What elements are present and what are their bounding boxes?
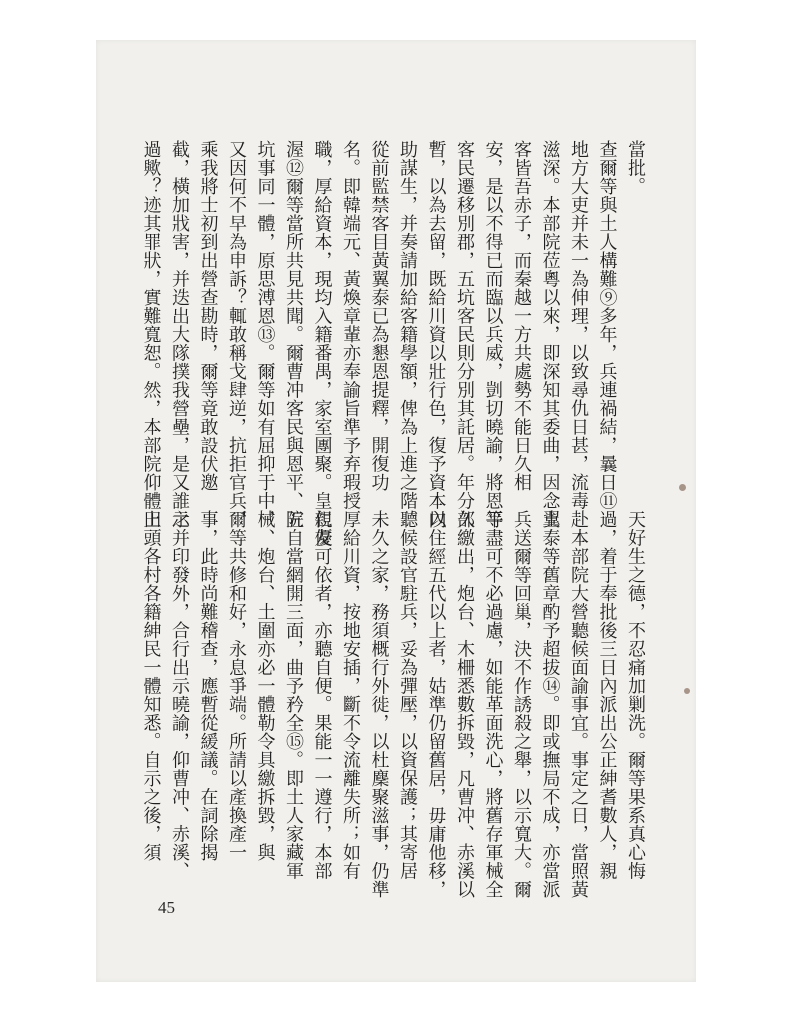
paper-spot bbox=[684, 688, 690, 694]
text-column: 械、炮台、土圍亦必一體勒令具繳拆毀，與 bbox=[254, 510, 276, 862]
text-column: 兵送爾等回巢，決不作誘殺之舉，以示寬大。爾 bbox=[511, 510, 532, 899]
text-column: 助謀生，并奏請加給客籍學額，俾為上進之階。 bbox=[397, 140, 418, 529]
text-column: 爾等共修和好，永息爭端。所請以產換產一 bbox=[226, 510, 247, 862]
text-column: 未久之家，務須概行外徙，以杜麇聚滋事，仍準 bbox=[368, 510, 390, 899]
text-column: 翼泰等舊章酌予超拔⑭。即或撫局不成，亦當派 bbox=[539, 510, 561, 899]
text-column: 部繳出，炮台、木柵悉數拆毀，凡曹冲、赤溪以 bbox=[454, 510, 475, 899]
text-column: 職，厚給資本，現均入籍番禺，家室團聚。皇仁優 bbox=[311, 140, 333, 547]
text-column: 院自當網開三面，曲予矜全⑮。即土人家藏軍 bbox=[283, 510, 304, 880]
text-column: 安，是以不得已而臨以兵威，剴切曉諭，將恩平 bbox=[482, 140, 504, 529]
text-column: 親友可依者，亦聽自便。果能一一遵行，本部 bbox=[311, 510, 333, 880]
text-column: 內住經五代以上者，姑準仍留舊居，毋庸他移， bbox=[425, 510, 447, 899]
text-column: 又因何不早為申訴？輒敢稱戈肆逆，抗拒官兵， bbox=[226, 140, 247, 529]
text-column: 滋深。本部院莅粵以來，即深知其委曲，因念土 bbox=[539, 140, 561, 529]
text-column: 渥⑫爾等當所共見共聞。爾曹冲客民與恩平、五 bbox=[283, 140, 304, 529]
text-column: 名。即韓端元、黃煥章輩亦奉諭旨準予弃瑕授 bbox=[340, 140, 361, 510]
lower-text-block bbox=[136, 510, 649, 899]
text-column: 過歟？迹其罪狀，實難寬恕。然，本部院仰體上 bbox=[140, 140, 162, 529]
text-column: 乘我將士初到出營查勘時，爾等竟敢設伏邀 bbox=[197, 140, 219, 492]
text-column: 厚給川資，按地安插，斷不令流離失所；如有 bbox=[340, 510, 361, 880]
text-column: 聽候設官駐兵，妥為彈壓，以資保護；其寄居 bbox=[397, 510, 418, 880]
text-column: 事，此時尚難稽查，應暫從緩議。在詞除揭 bbox=[197, 510, 219, 862]
text-column: 田頭各村各籍紳民一體知悉。自示之後，須 bbox=[140, 510, 162, 862]
text-column: 從前監禁客目黃翼泰已為懇恩提釋，開復功 bbox=[368, 140, 390, 492]
text-column: 客皆吾赤子，而秦越一方共處勢不能日久相 bbox=[511, 140, 532, 492]
page-number: 45 bbox=[158, 898, 175, 917]
upper-text-block bbox=[136, 140, 649, 547]
text-column: 等盡可不必過慮，如能革面洗心，將舊存軍械全 bbox=[482, 510, 504, 899]
text-column: 天好生之德，不忍痛加剿洗。爾等果系真心悔 bbox=[625, 510, 646, 880]
text-column: 赴本部院大營聽候面諭事宜。事定之日，當照黃 bbox=[568, 510, 589, 899]
text-column: 暫，以為去留，既給川資以壯行色，復予資本以 bbox=[425, 140, 447, 529]
text-column: 示并印發外，合行出示曉諭，仰曹冲、赤溪、 bbox=[169, 510, 190, 880]
text-column: 坑事同一體，原思溥恩⑬。爾等如有屈抑于中， bbox=[254, 140, 276, 529]
text-column: 截，橫加戕害，并迭出大隊撲我營壘，是又誰之 bbox=[169, 140, 190, 529]
text-column: 查爾等與土人構難⑨多年，兵連禍結，曩日⑪ bbox=[596, 140, 618, 510]
text-column: 過，着于奉批後三日內派出公正紳耆數人，親 bbox=[596, 510, 618, 880]
book-page bbox=[96, 40, 696, 982]
text-column: 地方大吏并未一為伸理，以致尋仇日甚，流毒 bbox=[568, 140, 589, 510]
text-column: 當批。 bbox=[625, 140, 646, 196]
paper-spot bbox=[679, 484, 686, 491]
text-column: 客民遷移別郡，五坑客民則分別其託居。年分久 bbox=[454, 140, 475, 529]
